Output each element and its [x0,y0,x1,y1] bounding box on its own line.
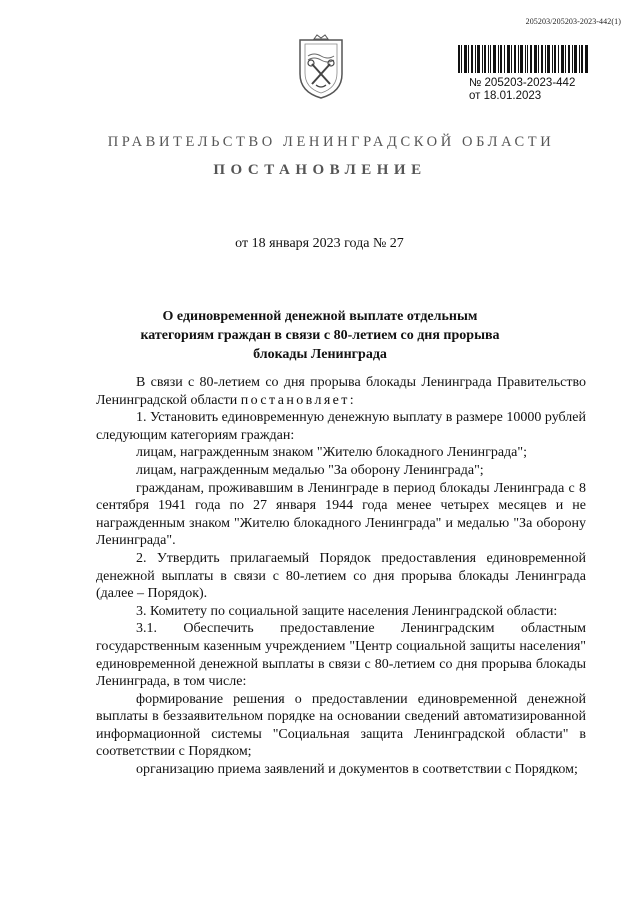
document-body [96,374,586,779]
paragraph-2: 2. Утвердить прилагаемый Порядок предоставления единовременной денежной выплаты в связи с 80-летием со дня прорыва блокады Ленинграда (далее – Порядок). [96,550,586,602]
document-type: ПОСТАНОВЛЕНИЕ [213,162,427,178]
paragraph-1-item: лицам, награжденным медалью "За оборону Ленинграда"; [136,462,484,478]
paragraph-1-item: гражданам, проживавшим в Ленинграде в период блокады Ленинграда с 8 сентября 1941 года по 27 января 1944 года менее четырех месяцев и не награжденным знаком "Жителю блокадного Ленинграда" и медалью "За оборону Ленинграда". [96,480,586,549]
paragraph-1: 1. Установить единовременную денежную выплату в размере 10000 рублей следующим категориям граждан: [96,410,586,443]
preamble-text: В связи с 80-летием со дня прорыва блокады Ленинграда Правительство Ленинградской области [96,375,586,408]
registration-stamp [469,77,575,103]
organization-title: ПРАВИТЕЛЬСТВО ЛЕНИНГРАДСКОЙ ОБЛАСТИ [107,134,555,150]
resolves-word: постановляет: [240,392,357,408]
paragraph-3-1-item: организацию приема заявлений и документов в соответствии с Порядком; [136,762,578,778]
registration-date: от 18.01.2023 [469,90,542,102]
heading-line: категориям граждан в связи с 80-летием со дня прорыва [140,328,500,343]
paragraph-3-1: 3.1. Обеспечить предоставление Ленинградским областным государственным казенным учреждением "Центр социальной защиты населения" единовременной денежной выплаты в связи с 80-летием со дня прорыва блокады Ленинграда, в том числе: [96,621,586,690]
registration-number: № 205203-2023-442 [469,77,576,89]
heading-line: блокады Ленинграда [253,347,387,362]
paragraph-3-1-item: формирование решения о предоставлении единовременной денежной выплаты в беззаявительном порядке на основании сведений автоматизированной информационной системы "Социальная защита Ленинградской области" в соответствии с Порядком; [96,691,586,760]
heading-line: О единовременной денежной выплате отдельным [162,309,478,324]
barcode [458,45,588,73]
coat-of-arms-icon [296,34,346,100]
document-date-number: от 18 января 2023 года № 27 [235,236,404,251]
paragraph-1-item: лицам, награжденным знаком "Жителю блокадного Ленинграда"; [136,445,527,461]
document-heading [120,307,520,364]
paragraph-3: 3. Комитету по социальной защите населения Ленинградской области: [136,603,558,619]
preamble-paragraph [96,374,586,409]
document-reference: 205203/205203-2023-442(1) [525,17,621,26]
